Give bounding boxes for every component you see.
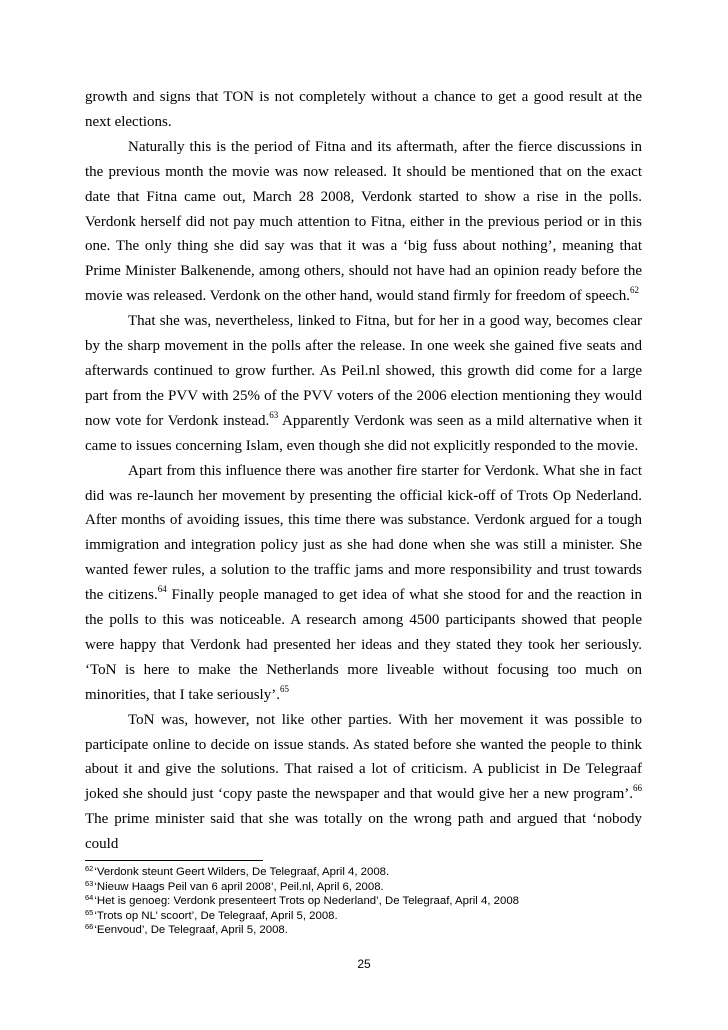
paragraph-text: growth and signs that TON is not completely without a chance to get a good result at the next elections.	[85, 89, 642, 130]
footnote	[85, 923, 645, 938]
footnote-number: 62	[85, 864, 94, 873]
paragraph-text: Apart from this influence there was another fire starter for Verdonk. What she in fact did was re-launch her movement by presenting the official kick-off of Trots Op Nederland. After months of avoiding issues, this time there was substance. Verdonk argued for a tough immigration and integration policy just as she had done when she was still a minister. She wanted fewer rules, a solution to the traffic jams and more responsibility and trust towards the citizens.	[85, 462, 642, 604]
footnote-number: 63	[85, 878, 94, 888]
paragraph-2	[85, 135, 642, 309]
page-number: 25	[357, 957, 371, 971]
footnote-ref[interactable]: 64	[157, 584, 167, 595]
paragraph-text: ToN was, however, not like other parties. With her movement it was possible to participate online to decide on issue stands. As stated before she wanted the people to think about it and give the solutions. That raised a lot of criticism. A publicist in De Telegraaf joked she should just ‘copy paste the newspaper and that would give her a new program’.	[85, 711, 642, 803]
paragraph-1	[85, 85, 642, 135]
footnote-text: ‘Eenvoud’, De Telegraaf, April 5, 2008.	[94, 924, 288, 936]
footnotes	[85, 865, 645, 938]
footnote-ref[interactable]: 65	[279, 683, 289, 694]
footnote	[85, 909, 645, 924]
paragraph-5	[85, 708, 642, 857]
footnote-ref[interactable]: 63	[269, 409, 279, 420]
footnote	[85, 865, 645, 880]
footnote-number: 66	[85, 922, 94, 931]
footnote	[85, 880, 645, 895]
footnote	[85, 894, 645, 909]
footnote-ref[interactable]: 62	[629, 285, 639, 296]
paragraph-3	[85, 309, 642, 458]
paragraph-text: Naturally this is the period of Fitna and its aftermath, after the fierce discussions in the previous month the movie was now released. It should be mentioned that on the exact date that Fitna came out, March 28 2008, Verdonk started to show a rise in the polls. Verdonk herself did not pay much attention to Fitna, either in the previous period or in this one. The only thing she did say was that it was a ‘big fuss about nothing’, meaning that Prime Minister Balkenende, among others, should not have had an opinion ready before the movie was released. Verdonk on the other hand, would stand firmly for freedom of speech.	[85, 138, 642, 305]
paragraph-text: Finally people managed to get idea of what she stood for and the reaction in the polls to this was noticeable. A research among 4500 participants showed that people were happy that Verdonk had presented her ideas and they stated they took her seriously. ‘ToN is here to make the Netherlands more liveable without focusing too much on minorities, that I take seriously’.	[85, 587, 643, 703]
footnote-divider	[85, 860, 263, 861]
paragraph-4	[85, 459, 642, 708]
footnote-text: ‘Verdonk steunt Geert Wilders, De Telegraaf, April 4, 2008.	[94, 866, 390, 878]
footnote-text: ‘Trots op NL’ scoort’, De Telegraaf, April 5, 2008.	[94, 909, 338, 922]
paragraph-text: The prime minister said that she was totally on the wrong path and argued that ‘nobody could	[85, 811, 642, 853]
footnote-ref[interactable]: 66	[633, 783, 642, 794]
footnote-text: ‘Nieuw Haags Peil van 6 april 2008’, Peil.nl, April 6, 2008.	[94, 880, 384, 893]
footnote-number: 65	[85, 907, 94, 917]
paragraph-text: Apparently Verdonk was seen as a mild alternative when it came to issues concerning Islam, even though she did not explicitly responded to the movie.	[85, 412, 642, 454]
paragraph-text: That she was, nevertheless, linked to Fitna, but for her in a good way, becomes clear by the sharp movement in the polls after the release. In one week she gained five seats and afterwards continued to grow further. As Peil.nl showed, this growth did come for a large part from the PVV with 25% of the PVV voters of the 2006 election mentioning they would now vote for Verdonk instead.	[85, 313, 642, 429]
footnote-text: ‘Het is genoeg: Verdonk presenteert Trots op Nederland’, De Telegraaf, April 4, 2008	[94, 895, 520, 907]
body-text	[85, 85, 642, 857]
footnote-number: 64	[85, 893, 94, 902]
